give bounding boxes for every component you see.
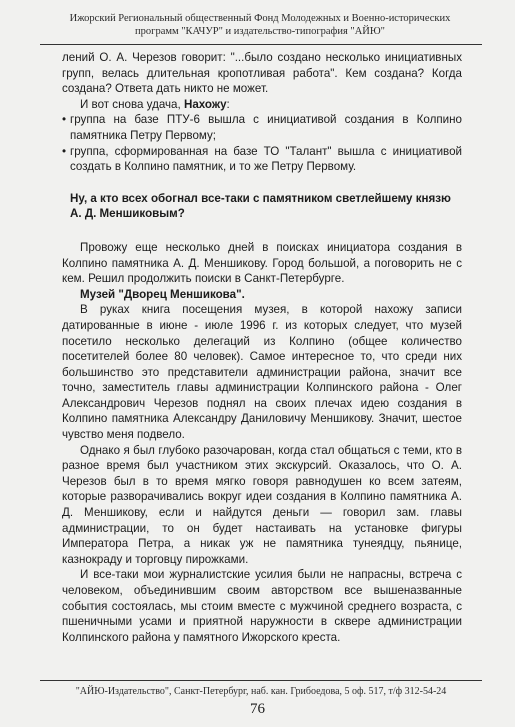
footer-rule bbox=[40, 680, 482, 681]
bullet-mark: • bbox=[62, 144, 67, 158]
paragraph-disappointment: Однако я был глубоко разочарован, когда стал общаться с теми, кто в разное время был участником этих экскурсий. Оказалось, что О. А. Черезов был в то время мягко говоря равнодушен ко всем затеям, которые разворачивались вокруг идеи создания в Колпино памятника А. Д. Меншикову, если и найдутся деньги — говорил зам. главы администрации, то он будет настаивать на установке фигуры Императора Петра, а никак уж не памятника тунеядцу, пьянице, казнокраду и торговцу пирожками. bbox=[62, 443, 462, 566]
list-item-talant bbox=[62, 144, 462, 175]
list-item-ptu6-text: группа на базе ПТУ-6 вышла с инициативой создания в Колпино памятника Петру Первому; bbox=[70, 113, 462, 142]
publisher-footer: "АЙЮ-Издательство", Санкт-Петербург, наб. кан. Грибоедова, 5 оф. 517, т/ф 312-54-24 bbox=[75, 686, 447, 697]
paragraph-visitor-book: В руках книга посещения музея, в которой нахожу записи датированные в июне - июле 1996 г. из которых следует, что музей посетило несколько делегаций из Колпино (общее количество посетителей более 80 человек). Самое интересное то, что среди них большинство это представители администрации района, значит все точно, заместитель главы администрации Колпинского района - Олег Александрович Черезов поднял на своих плечах идею создания в Колпино памятника Александру Даниловичу Меншикову. Значит, шестое чувство меня подвело. bbox=[62, 303, 462, 442]
bullet-mark: • bbox=[62, 113, 67, 127]
header-line-2: программ "КАЧУР" и издательство-типография "АЙЮ" bbox=[135, 26, 385, 37]
paragraph-meeting: И все-таки мои журналистские усилия были не напрасны, встреча с человеком, объединившим своим авторством все вышеназванные события состоялась, мы стоим вместе с мужчиной среднего возраста, с пшеничными усами и приятной наружности в сквере администрации Колпинского района у памятного Ижорского креста. bbox=[62, 568, 462, 644]
header-line-1: Ижорский Региональный общественный Фонд Молодежных и Военно-исторических bbox=[69, 13, 451, 24]
section-heading: Ну, а кто всех обогнал все-таки с памятником светлейшему князю А. Д. Меншиковым? bbox=[70, 191, 451, 221]
running-header bbox=[40, 12, 480, 38]
page-number: 76 bbox=[250, 701, 265, 717]
paragraph-continued: лений О. А. Черезов говорит: "...было создано несколько инициативных групп, велась длительная кропотливая работа". Кем создана? Когда создана? Ответа дать никто не может. bbox=[62, 51, 462, 96]
paragraph-search: Провожу еще несколько дней в поисках инициатора создания в Колпино памятника А. Д. Меншикову. Город большой, а поговорить не с кем. Решил продолжить поиски в Санкт-Петербурге. bbox=[62, 240, 462, 286]
paragraph-found-bold: Нахожу bbox=[183, 97, 227, 111]
main-text bbox=[62, 50, 462, 645]
list-item-ptu6 bbox=[62, 112, 462, 143]
paragraph-found bbox=[62, 97, 462, 113]
museum-subheading: Музей "Дворец Меншикова". bbox=[80, 287, 245, 301]
header-rule bbox=[40, 44, 482, 45]
list-item-talant-text: группа, сформированная на базе ТО "Талант" вышла с инициативой создать в Колпино памятник, и то же Петру Первому. bbox=[70, 144, 462, 174]
paragraph-found-start: И вот снова удача, bbox=[80, 97, 184, 111]
paragraph-found-end: : bbox=[226, 97, 230, 111]
